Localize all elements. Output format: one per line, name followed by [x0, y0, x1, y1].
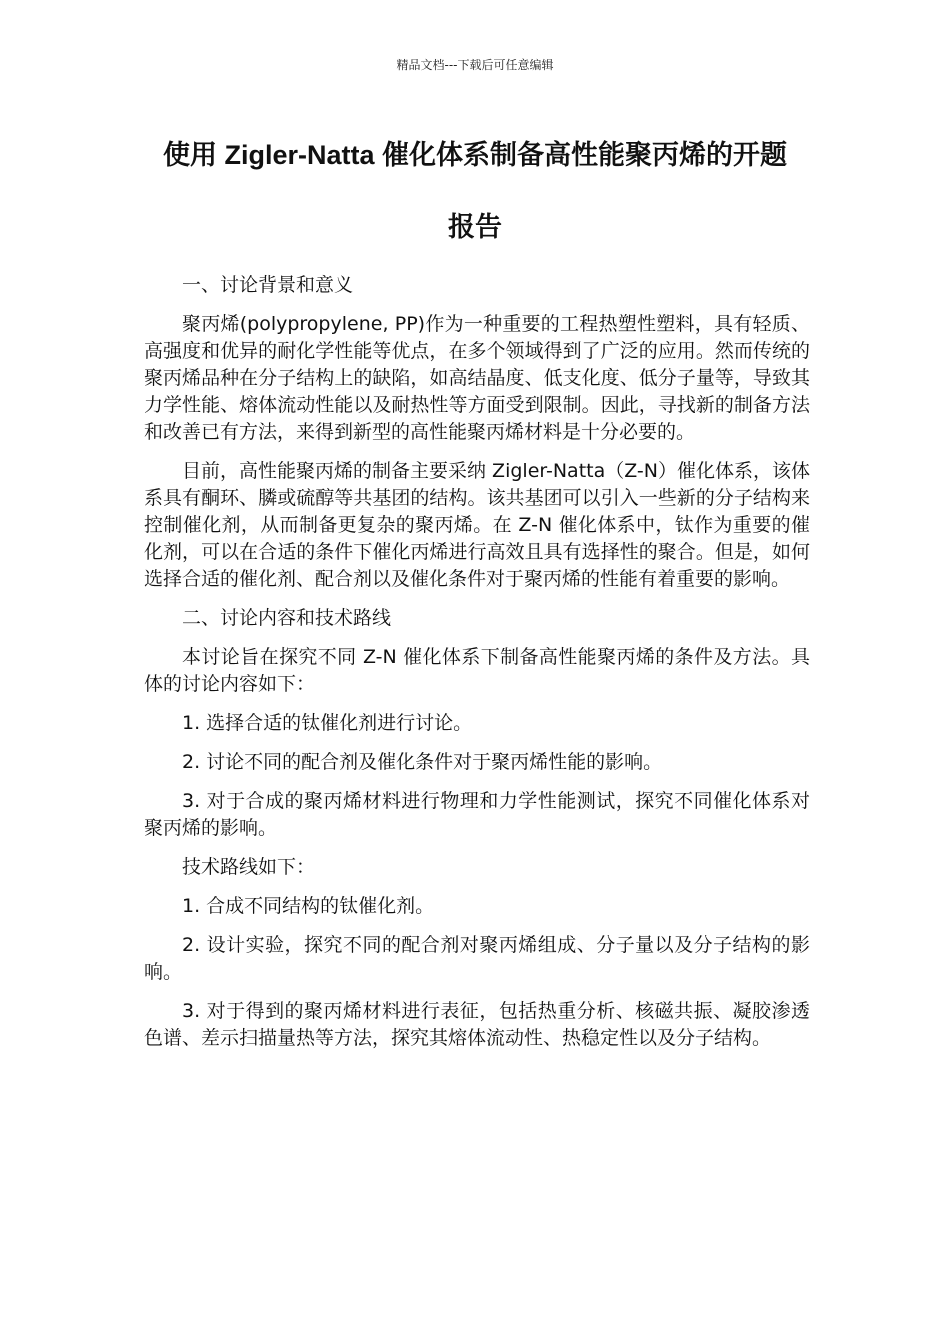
route-heading: 技术路线如下：: [182, 856, 316, 878]
section-heading-background: 一、讨论背景和意义: [182, 274, 354, 296]
route-list-item-1: 1. 合成不同结构的钛催化剂。: [182, 895, 435, 917]
document-title: [140, 134, 810, 248]
document-title-line-2: 报告: [448, 212, 502, 242]
paragraph-content-intro: 本讨论旨在探究不同 Z-N 催化体系下制备高性能聚丙烯的条件及方法。具体的讨论内容如下：: [144, 646, 810, 695]
page-header-note: 精品文档---下载后可任意编辑: [396, 58, 554, 72]
section-heading-content: 二、讨论内容和技术路线: [182, 607, 392, 629]
paragraph-background-2: 目前，高性能聚丙烯的制备主要采纳 Zigler-Natta（Z-N）催化体系，该体系具有酮环、膦或硫醇等共基团的结构。该共基团可以引入一些新的分子结构来控制催化剂，从而制备更复杂的聚丙烯。在 Z-N 催化体系中，钛作为重要的催化剂，可以在合适的条件下催化丙烯进行高效且具有选择性的聚合。但是，如何选择合适的催化剂、配合剂以及催化条件对于聚丙烯的性能有着重要的影响。: [144, 460, 810, 590]
content-list-item-1: 1. 选择合适的钛催化剂进行讨论。: [182, 712, 473, 734]
content-list-item-2: 2. 讨论不同的配合剂及催化条件对于聚丙烯性能的影响。: [182, 751, 663, 773]
paragraph-background-1: 聚丙烯(polypropylene, PP)作为一种重要的工程热塑性塑料，具有轻质、高强度和优异的耐化学性能等优点，在多个领域得到了广泛的应用。然而传统的聚丙烯品种在分子结构上的缺陷，如高结晶度、低支化度、低分子量等，导致其力学性能、熔体流动性能以及耐热性等方面受到限制。因此，寻找新的制备方法和改善已有方法，来得到新型的高性能聚丙烯材料是十分必要的。: [144, 313, 810, 443]
content-list-item-3: 3. 对于合成的聚丙烯材料进行物理和力学性能测试，探究不同催化体系对聚丙烯的影响。: [144, 790, 810, 839]
route-list-item-2: 2. 设计实验，探究不同的配合剂对聚丙烯组成、分子量以及分子结构的影响。: [144, 934, 810, 983]
document-title-line-1: 使用 Zigler-Natta 催化体系制备高性能聚丙烯的开题: [162, 140, 788, 170]
document-body: [144, 272, 810, 1064]
route-list-item-3: 3. 对于得到的聚丙烯材料进行表征，包括热重分析、核磁共振、凝胶渗透色谱、差示扫描量热等方法，探究其熔体流动性、热稳定性以及分子结构。: [144, 1000, 810, 1049]
